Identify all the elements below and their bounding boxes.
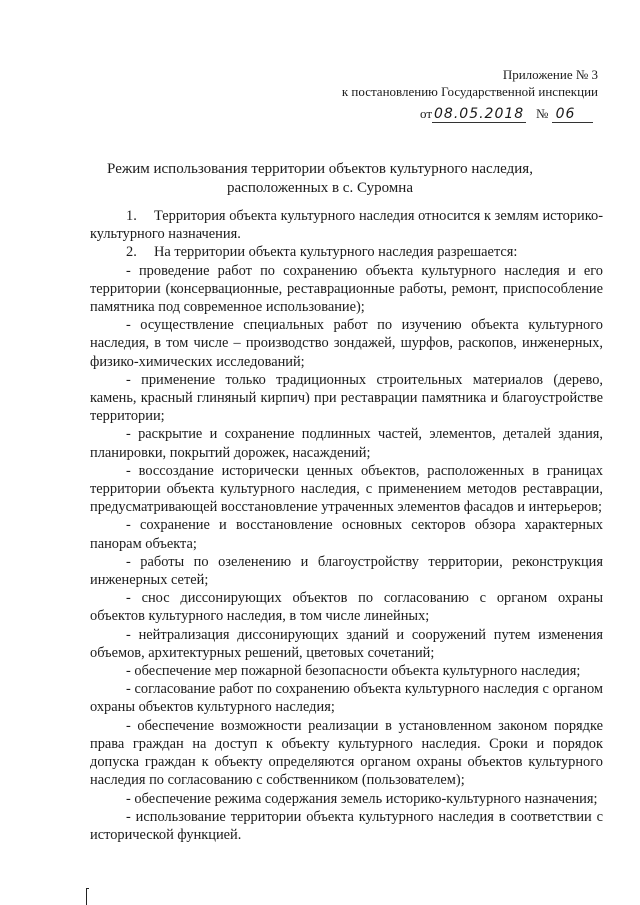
list-item: - нейтрализация диссонирующих зданий и сооружений путем изменения объемов, архитектурных решений, цветовых сочетаний;: [90, 626, 603, 661]
margin-mark: [86, 888, 87, 905]
list-item: - работы по озеленению и благоустройству территории, реконструкция инженерных сетей;: [90, 553, 603, 589]
handwritten-date: 08.05.2018: [434, 106, 525, 122]
list-item: - проведение работ по сохранению объекта культурного наследия и его территории (консервационные, реставрационные работы, ремонт, приспособление памятника под современное использование);: [90, 262, 603, 316]
date-prefix: от: [420, 106, 433, 121]
document-title: [0, 160, 640, 198]
title-line-2: расположенных в с. Суромна: [227, 180, 413, 196]
margin-tick: [86, 888, 89, 889]
appendix-reference: к постановлению Государственной инспекции: [341, 84, 598, 99]
list-item: - воссоздание исторически ценных объектов, расположенных в границах территории объекта культурного наследия, с применением методов реставрации, предусматривающей восстановление утраченных элементов фасадов и интерьеров;: [90, 462, 603, 516]
date-number-line: [420, 106, 593, 122]
list-item: - снос диссонирующих объектов по согласованию с органом охраны объектов культурного наследия, в том числе линейных;: [90, 590, 603, 625]
list-item: - обеспечение режима содержания земель историко-культурного назначения;: [126, 790, 598, 807]
list-item: - раскрытие и сохранение подлинных частей, элементов, деталей здания, планировки, покрытий дорожек, насаждений;: [90, 426, 603, 461]
list-item: - обеспечение мер пожарной безопасности объекта культурного наследия;: [126, 663, 581, 680]
appendix-header: [342, 66, 598, 100]
list-item: - применение только традиционных строительных материалов (дерево, камень, красный глиняный кирпич) при реставрации памятника и благоустройстве территории;: [90, 371, 603, 425]
numbered-item: 1. Территория объекта культурного наследия относится к землям историко-культурного назначения.: [90, 208, 603, 243]
handwritten-number: 06: [552, 106, 594, 123]
document-body: [90, 207, 603, 844]
appendix-number: Приложение № 3: [502, 67, 598, 82]
title-line-1: Режим использования территории объектов культурного наследия,: [107, 161, 533, 177]
list-item: - обеспечение возможности реализации в установленном законом порядке права граждан на доступ к объекту культурного наследия. Сроки и порядок допуска граждан к объекту определяются органом охраны объектов культурного наследия по согласованию с собственником (пользователем);: [90, 717, 603, 789]
list-item: - согласование работ по сохранению объекта культурного наследия с органом охраны объектов культурного наследия;: [90, 681, 603, 716]
list-item: - осуществление специальных работ по изучению объекта культурного наследия, в том числе – производство зондажей, шурфов, раскопов, инженерных, физико-химических исследований;: [90, 317, 603, 370]
list-item: - сохранение и восстановление основных секторов обзора характерных панорам объекта;: [90, 517, 603, 552]
numbered-item: 2. На территории объекта культурного наследия разрешается:: [126, 244, 518, 261]
number-prefix: №: [535, 106, 549, 121]
list-item: - использование территории объекта культурного наследия в соответствии с исторической функцией.: [90, 808, 603, 843]
